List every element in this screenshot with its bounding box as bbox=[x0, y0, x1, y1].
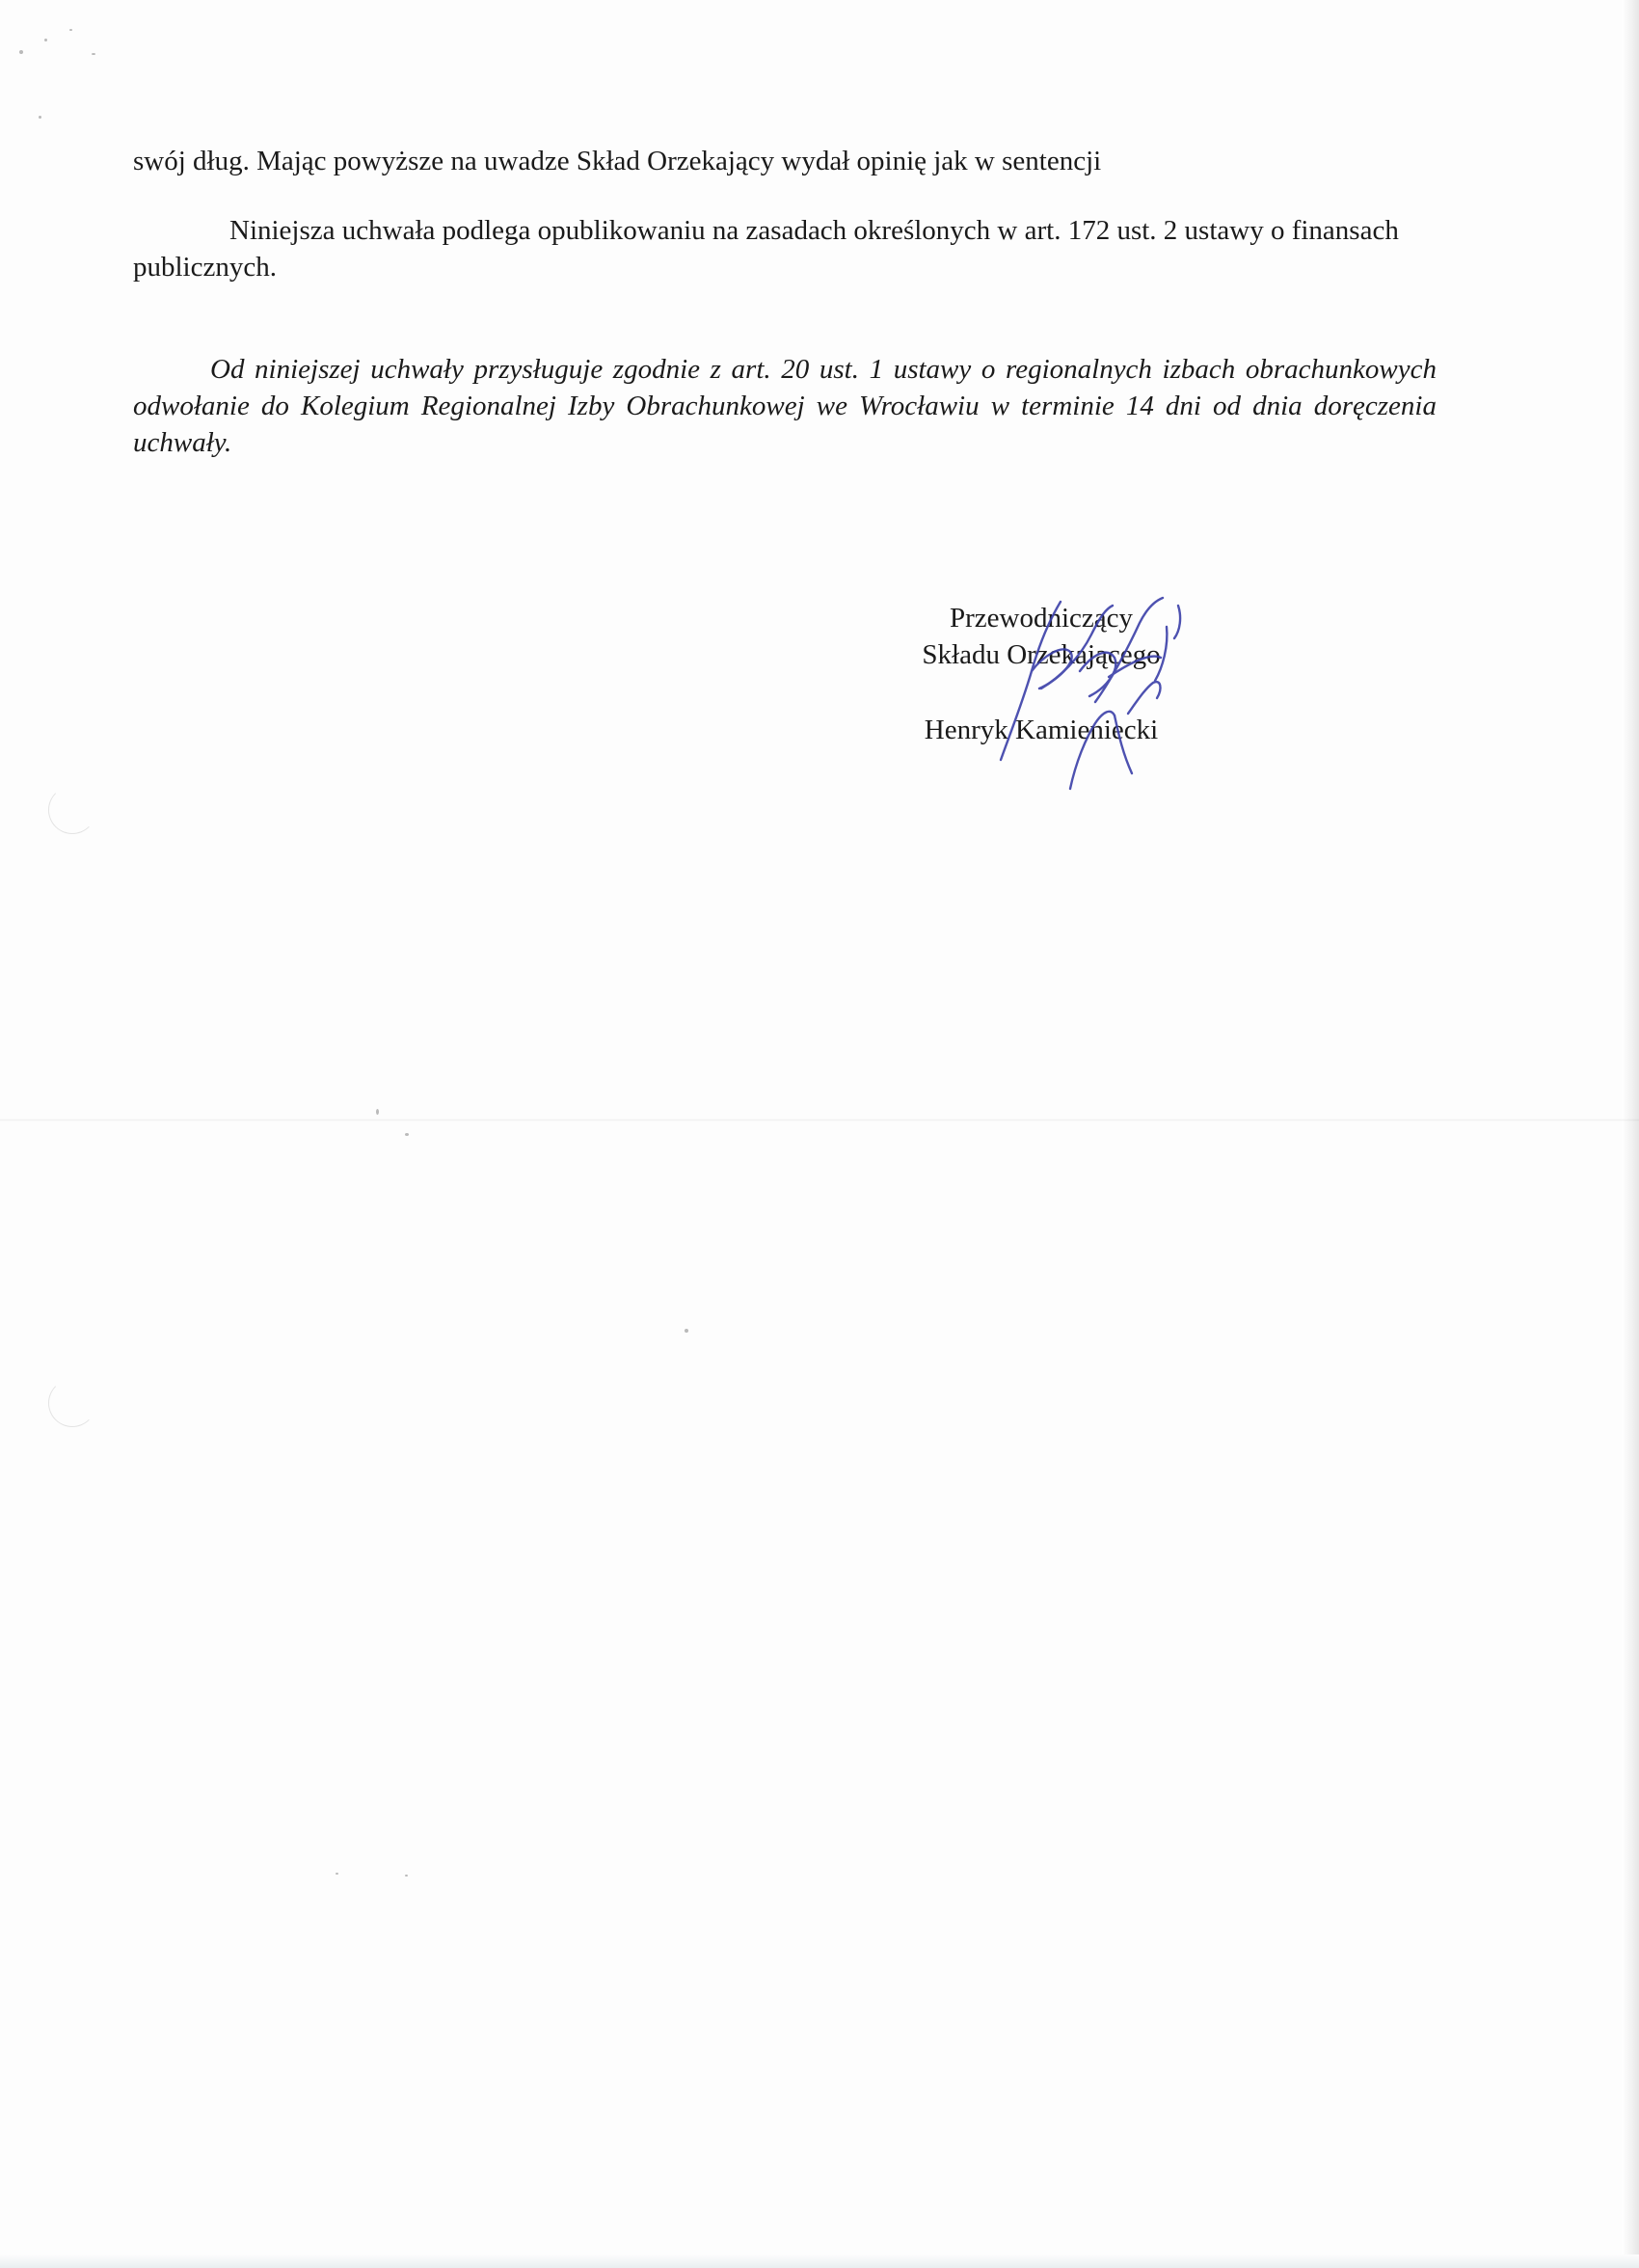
scan-bottom-edge bbox=[0, 2254, 1639, 2268]
signatory-role-line-2: Składu Orzekającego bbox=[922, 639, 1161, 670]
signature-spacer bbox=[887, 673, 1196, 712]
scan-speck bbox=[92, 53, 95, 55]
scan-speck bbox=[44, 39, 47, 41]
punch-hole-top bbox=[48, 786, 96, 834]
signatory-name: Henryk Kamieniecki bbox=[924, 715, 1159, 745]
signature-block bbox=[887, 600, 1196, 748]
paper-fold-line bbox=[0, 1119, 1639, 1121]
scan-speck bbox=[405, 1875, 408, 1876]
appeal-instruction-paragraph: Od niniejszej uchwały przysługuje zgodnie z art. 20 ust. 1 ustawy o regionalnych izbach obrachunkowych odwołanie do Kolegium Regionalnej Izby Obrachunkowej we Wrocławiu w terminie 14 dni od dnia doręczenia uchwały. bbox=[133, 354, 1437, 458]
scan-speck bbox=[39, 116, 41, 119]
publication-clause-paragraph: Niniejsza uchwała podlega opublikowaniu na zasadach określonych w art. 172 ust. 2 ustawy o finansach publicznych. bbox=[133, 215, 1399, 283]
scan-speck bbox=[405, 1133, 409, 1136]
scan-speck bbox=[69, 29, 72, 31]
scan-speck bbox=[376, 1109, 379, 1115]
scan-speck bbox=[19, 50, 23, 54]
scan-speck bbox=[685, 1329, 688, 1333]
closing-sentence-paragraph: swój dług. Mając powyższe na uwadze Skład Orzekający wydał opinię jak w sentencji bbox=[133, 146, 1102, 176]
scan-speck bbox=[336, 1873, 338, 1875]
signatory-role-line-1: Przewodniczący bbox=[949, 603, 1133, 634]
scan-right-edge bbox=[1622, 0, 1639, 2268]
punch-hole-bottom bbox=[48, 1379, 96, 1427]
